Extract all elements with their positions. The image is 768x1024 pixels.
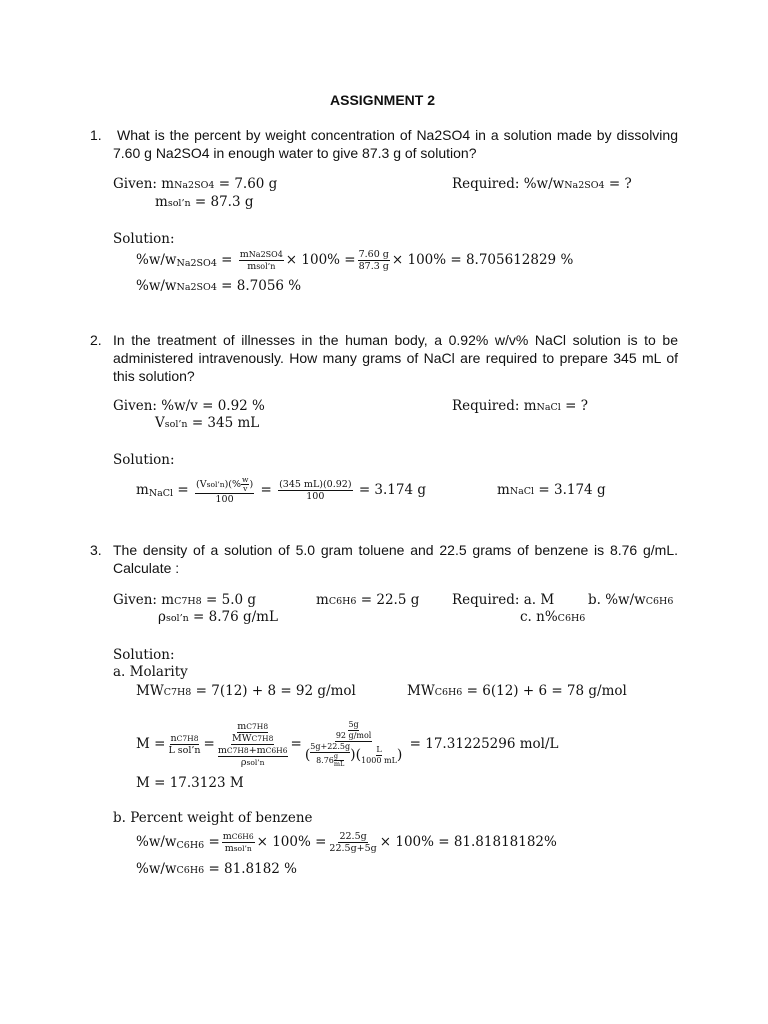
q3-solution-label: Solution: xyxy=(113,647,175,663)
q2-fraction-values: $\frac{(345 mL)(0.92)}{100}$ xyxy=(279,478,352,502)
question-text: The density of a solution of 5.0 gram toluene and 22.5 grams of benzene is 8.76 g/mL. Calculate : xyxy=(113,542,678,576)
q3-required-b: b. %w/wC6H6 xyxy=(588,592,674,608)
question-number: 3. xyxy=(90,542,102,558)
q3-required-c: c. n%C6H6 xyxy=(520,609,586,625)
q2-fraction-formula: (V sol’n )(% $\frac{w}{v}$ ) 100 xyxy=(196,474,254,505)
q2-solution-label: Solution: xyxy=(113,452,175,468)
q1-equation: %w/w Na2SO4 = $\frac{\text{mNa2SO4}}{\text{msol’n}}$ × 100% = $\frac{7.60 g}{87.3 g}$ × 100% = 8.705612829 % xyxy=(136,248,574,272)
q3-required-a: Required: a. M xyxy=(452,592,555,608)
q3-b-fraction-values: $\frac{22.5g}{22.5g+5g}$ xyxy=(329,830,377,854)
q3-fraction-formula: mC7H8 MWC7H8 mC7H8+mC6H6 ρsol’n xyxy=(217,720,288,768)
q3-fraction-moles-per-liter: $\frac{nC7H8}{\text{L sol’n}}$ xyxy=(168,732,201,756)
question-1 xyxy=(90,126,678,162)
question-number: 1. xyxy=(90,127,102,143)
q2-required: Required: mNaCl = ? xyxy=(452,398,588,414)
q2-final-answer: mNaCl = 3.174 g xyxy=(497,482,606,498)
q2-equation: m NaCl = (V sol’n )(% $\frac{w}{v}$ ) 100 = $\frac{(345 mL)(0.92)}{100}$ = 3.174 g xyxy=(136,474,427,505)
q1-solution-label: Solution: xyxy=(113,231,175,247)
page-title: ASSIGNMENT 2 xyxy=(330,92,436,108)
q1-required: Required: %w/wNa2SO4 = ? xyxy=(452,176,632,192)
question-number: 2. xyxy=(90,332,102,348)
q1-given-mass-solute: Given: mNa2SO4 = 7.60 g xyxy=(113,176,278,192)
q2-given-concentration: Given: %w/v = 0.92 % xyxy=(113,398,265,414)
question-3 xyxy=(90,541,678,577)
q3-molarity-equation: M = $\frac{nC7H8}{\text{L sol’n}}$ = mC7H8 MWC7H8 mC7H8+mC6H6 ρsol’n = 5g 92 g/mol ( 5g+22.5g 8.76 g mL )( L 1000 mL ) = 17.31225296 mol/L xyxy=(136,720,559,768)
q1-given-mass-solution: msol’n = 87.3 g xyxy=(155,194,254,210)
q3-percent-weight-equation: %w/w C6H6 = $\frac{mC6H6}{\text{msol’n}}$ × 100% = $\frac{22.5g}{22.5g+5g}$ × 100% = 81.81818182% xyxy=(136,830,557,854)
question-text: In the treatment of illnesses in the human body, a 0.92% w/v% NaCl solution is to be administered intravenously. How many grams of NaCl are required to prepare 345 mL of this solution? xyxy=(113,332,678,384)
q3-part-a-label: a. Molarity xyxy=(113,664,188,680)
question-2 xyxy=(90,331,678,385)
q3-b-fraction-formula: $\frac{mC6H6}{\text{msol’n}}$ xyxy=(222,830,254,854)
q1-fraction-formula: $\frac{\text{mNa2SO4}}{\text{msol’n}}$ xyxy=(239,248,283,272)
q3-percent-weight-final: %w/wC6H6 = 81.8182 % xyxy=(136,861,297,877)
q3-mw-toluene: MWC7H8 = 7(12) + 8 = 92 g/mol xyxy=(136,683,356,699)
q1-fraction-values: $\frac{7.60 g}{87.3 g}$ xyxy=(358,248,389,272)
q3-part-b-label: b. Percent weight of benzene xyxy=(113,810,313,826)
q2-given-volume: Vsol’n = 345 mL xyxy=(155,415,260,431)
question-text: What is the percent by weight concentration of Na2SO4 in a solution made by dissolving 7.60 g Na2SO4 in enough water to give 87.3 g of solution? xyxy=(113,127,678,161)
q3-fraction-values: 5g 92 g/mol ( 5g+22.5g 8.76 g mL )( L 1000 mL ) xyxy=(304,720,403,768)
q3-molarity-final: M = 17.3123 M xyxy=(136,775,244,791)
q1-final-answer: %w/wNa2SO4 = 8.7056 % xyxy=(136,278,302,294)
q3-given-benzene: mC6H6 = 22.5 g xyxy=(316,592,420,608)
q3-mw-benzene: MWC6H6 = 6(12) + 6 = 78 g/mol xyxy=(407,683,627,699)
q3-given-toluene: Given: mC7H8 = 5.0 g xyxy=(113,592,257,608)
q3-given-density: ρsol’n = 8.76 g/mL xyxy=(158,609,278,625)
